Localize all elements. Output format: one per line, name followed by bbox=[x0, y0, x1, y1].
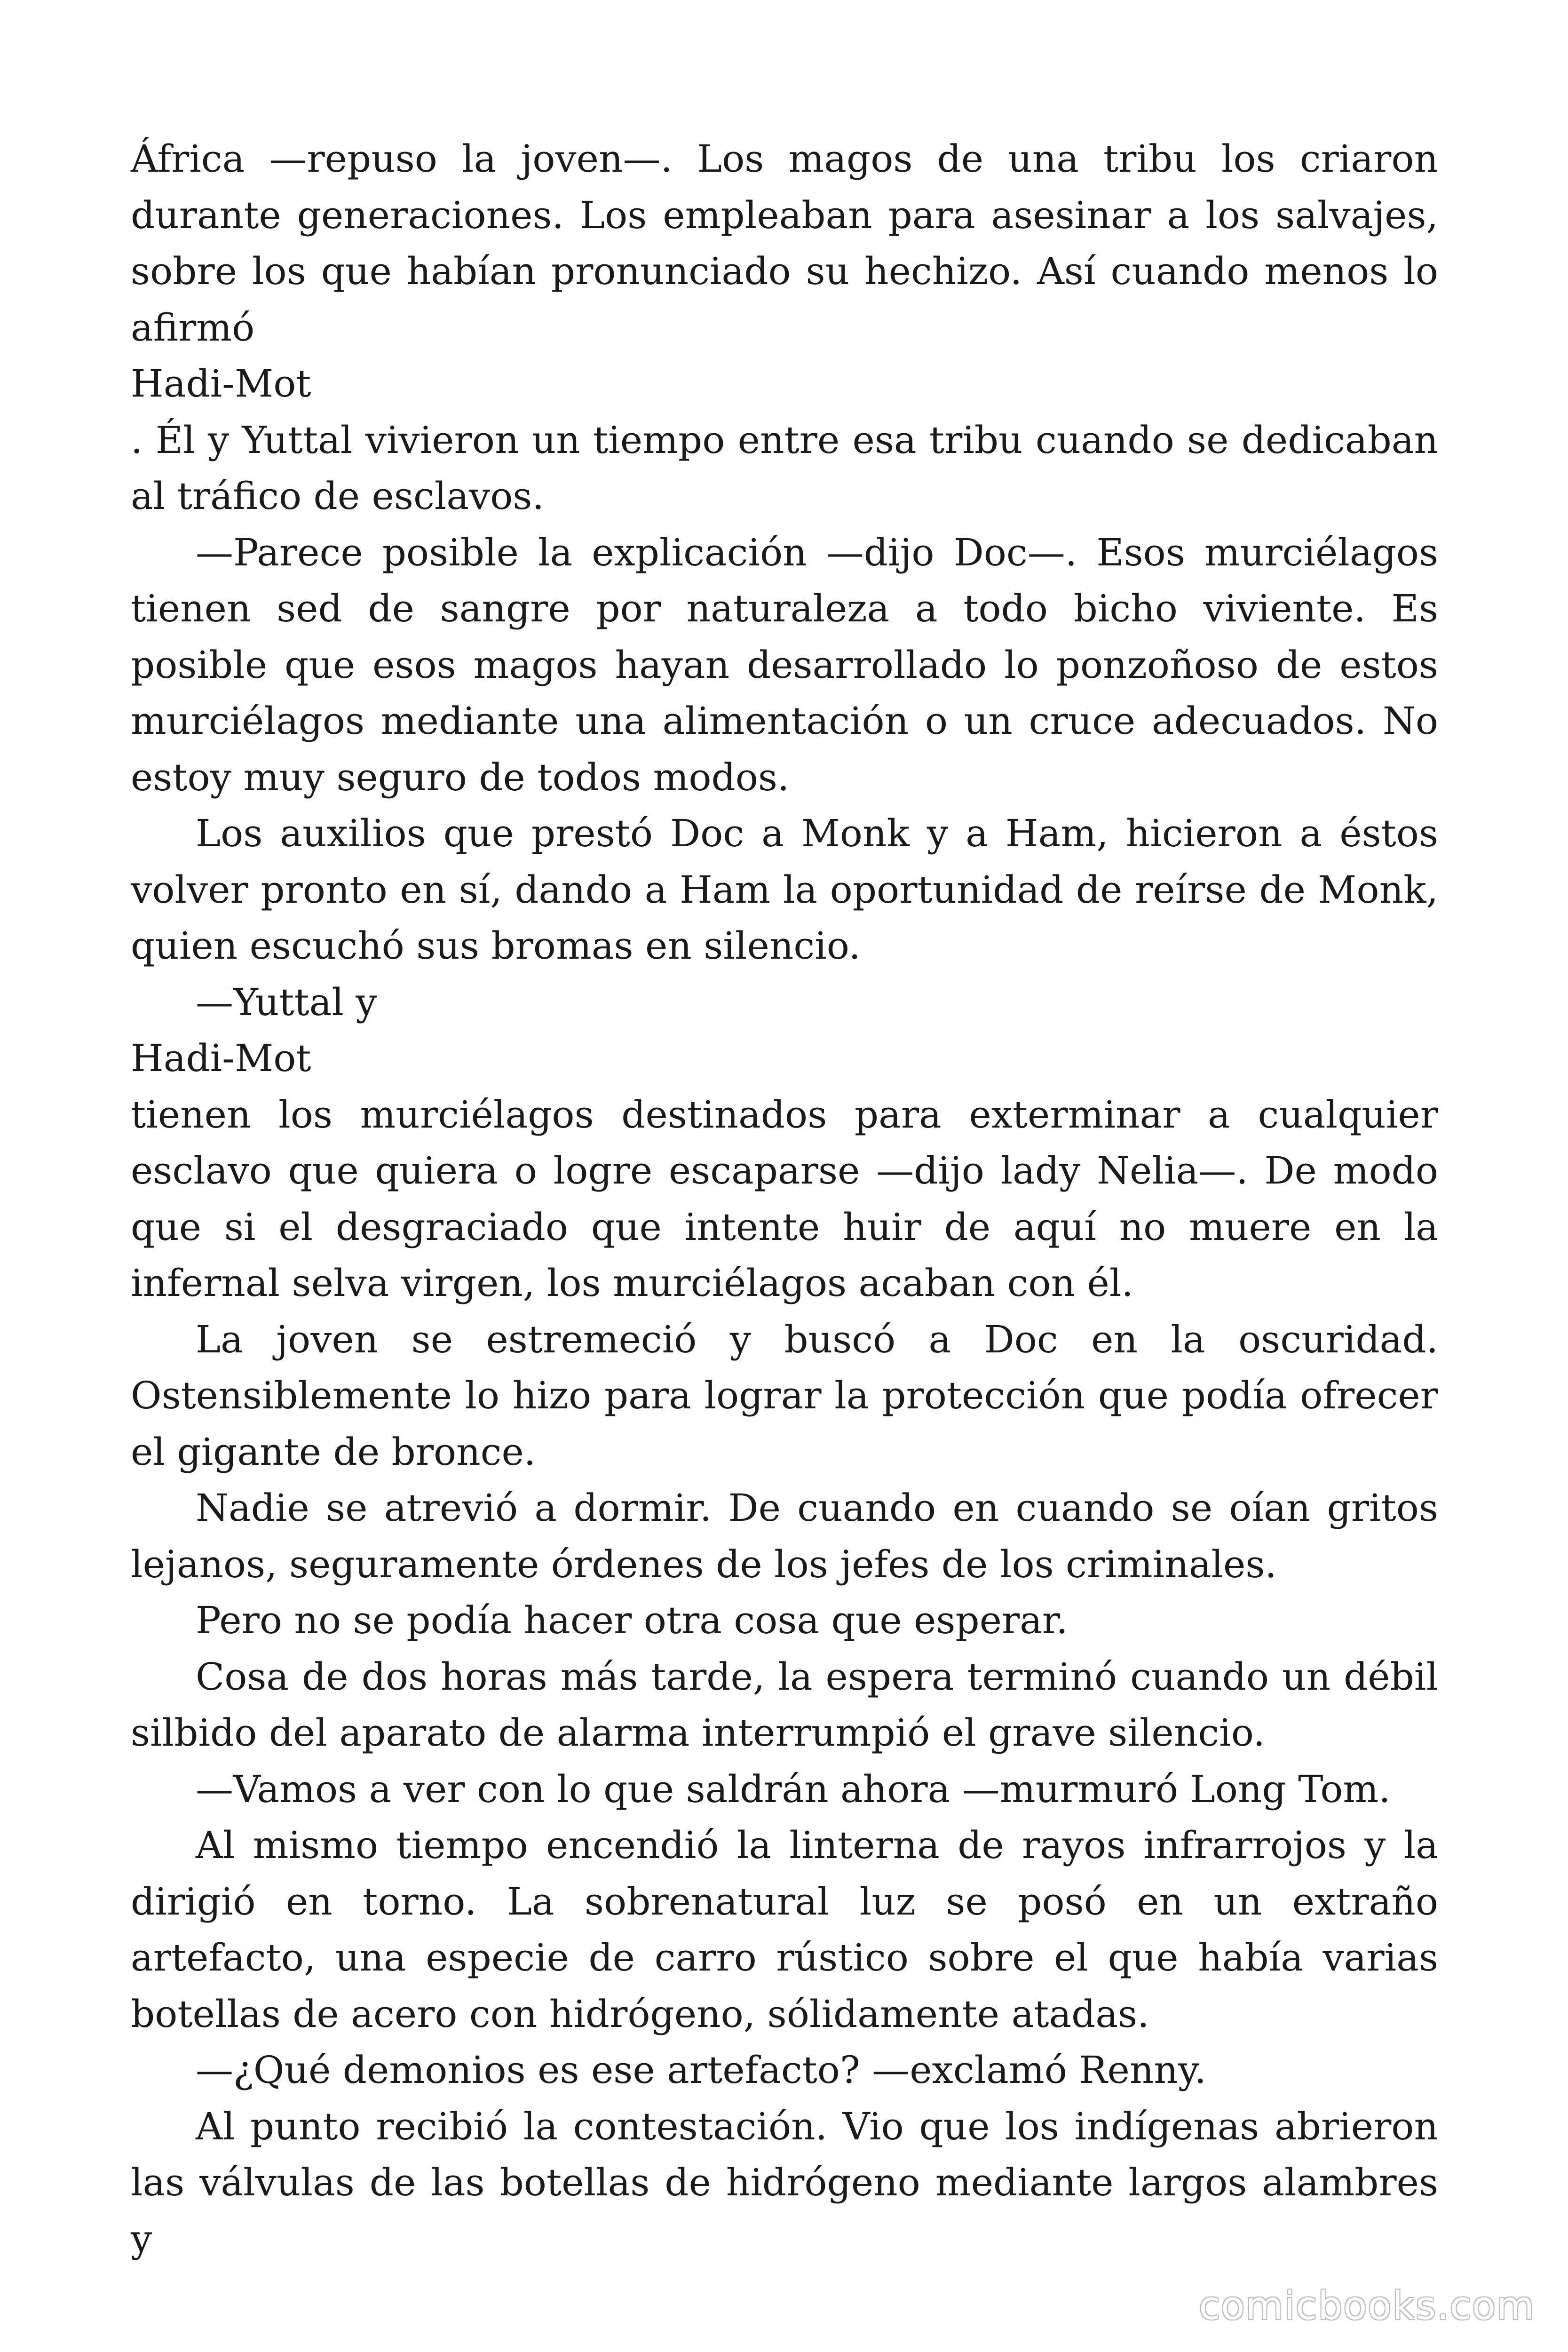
paragraph-continuation: tienen los murciélagos destinados para exterminar a cualquier esclavo que quiera o logre escaparse —dijo lady Nelia—. De modo que si el desgraciado que intente huir de aquí no muere en la infernal selva virgen, los murciélagos acaban con él. bbox=[131, 1092, 1438, 1305]
paragraph: Cosa de dos horas más tarde, la espera terminó cuando un débil silbido del aparato de alarma interrumpió el grave silencio. bbox=[131, 1654, 1438, 1755]
dialogue-paragraph: —Vamos a ver con lo que saldrán ahora —murmuró Long Tom. bbox=[196, 1767, 1391, 1811]
name-line: Hadi-Mot bbox=[131, 1036, 311, 1080]
watermark: comicbooks.com bbox=[1199, 2284, 1535, 2328]
paragraph: Al punto recibió la contestación. Vio que los indígenas abrieron las válvulas de las botellas de hidrógeno mediante largos alambres y bbox=[131, 2104, 1438, 2261]
dialogue-paragraph: —Yuttal y bbox=[196, 980, 377, 1024]
dialogue-paragraph: —¿Qué demonios es ese artefacto? —exclamó Renny. bbox=[196, 2048, 1206, 2092]
paragraph: Al mismo tiempo encendió la linterna de rayos infrarrojos y la dirigió en torno. La sobrenatural luz se posó en un extraño artefacto, una especie de carro rústico sobre el que había varias botellas de acero con hidrógeno, sólidamente atadas. bbox=[131, 1823, 1438, 2036]
paragraph: Los auxilios que prestó Doc a Monk y a Ham, hicieron a éstos volver pronto en sí, dando a Ham la oportunidad de reírse de Monk, quien escuchó sus bromas en silencio. bbox=[131, 811, 1438, 968]
name-line: Hadi-Mot bbox=[131, 362, 311, 405]
paragraph-continuation: . Él y Yuttal vivieron un tiempo entre esa tribu cuando se dedicaban al tráfico de esclavos. bbox=[131, 418, 1438, 518]
page-text bbox=[131, 131, 1438, 2267]
paragraph: Pero no se podía hacer otra cosa que esperar. bbox=[196, 1598, 1068, 1642]
paragraph: Nadie se atrevió a dormir. De cuando en cuando se oían gritos lejanos, seguramente órdenes de los jefes de los criminales. bbox=[131, 1486, 1438, 1586]
paragraph: La joven se estremeció y buscó a Doc en la oscuridad. Ostensiblemente lo hizo para lograr la protección que podía ofrecer el gigante de bronce. bbox=[131, 1317, 1438, 1474]
dialogue-paragraph: —Parece posible la explicación —dijo Doc—. Esos murciélagos tienen sed de sangre por naturaleza a todo bicho viviente. Es posible que esos magos hayan desarrollado lo ponzoñoso de estos murciélagos mediante una alimentación o un cruce adecuados. No estoy muy seguro de todos modos. bbox=[131, 530, 1438, 799]
paragraph-continuation: África —repuso la joven—. Los magos de una tribu los criaron durante generaciones. Los empleaban para asesinar a los salvajes, sobre los que habían pronunciado su hechizo. Así cuando menos lo afirmó bbox=[131, 137, 1438, 350]
